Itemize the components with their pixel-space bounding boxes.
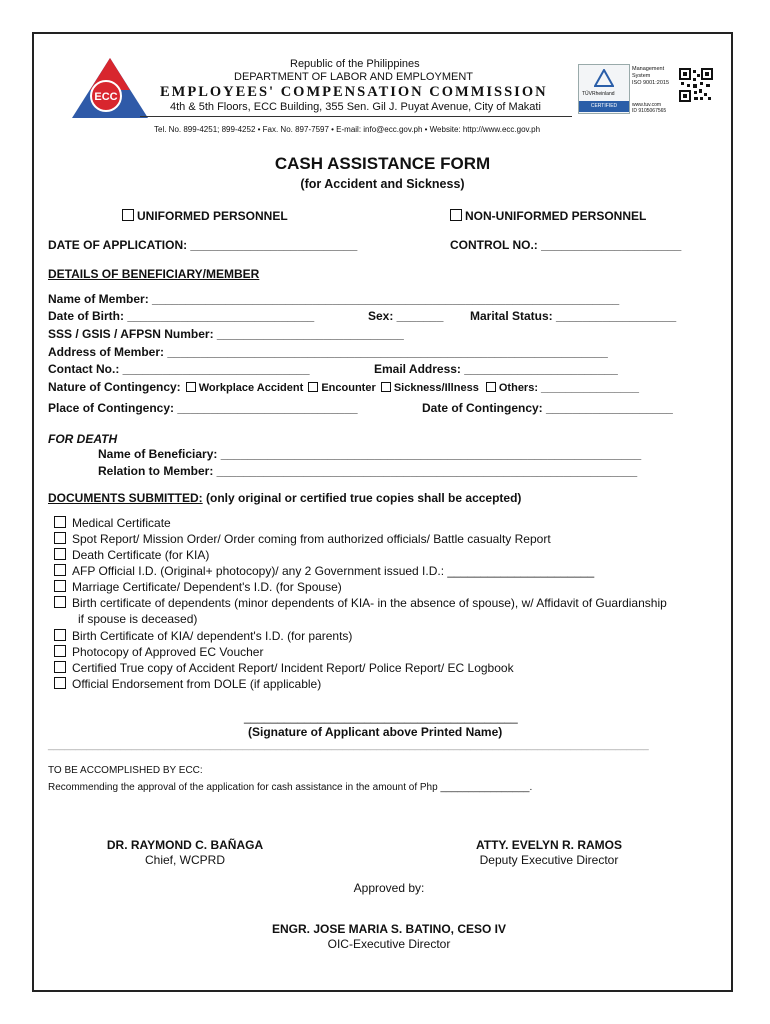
uniformed-label: UNIFORMED PERSONNEL [137,209,288,223]
nature-label: Nature of Contingency: [48,380,181,394]
document-item[interactable] [54,564,594,578]
document-label: Photocopy of Approved EC Voucher [72,645,264,659]
agency-name: EMPLOYEES' COMPENSATION COMMISSION [160,84,548,100]
name-of-member-field[interactable]: Name of Member: ______________________________________________________________________ [48,292,620,306]
signatory-2-title: Deputy Executive Director [479,853,619,867]
document-checkbox[interactable] [54,645,66,657]
sickness-checkbox[interactable] [381,382,391,392]
others-label: Others: ________________ [498,382,639,394]
documents-heading-label: DOCUMENTS SUBMITTED: [48,491,203,505]
ecc-logo [70,56,150,120]
signatory-2-name: ATTY. EVELYN R. RAMOS [475,838,623,852]
signatory-3-name: ENGR. JOSE MARIA S. BATINO, CESO IV [271,922,507,936]
date-of-contingency-field[interactable]: Date of Contingency: ___________________ [422,401,673,415]
cert-line: System [632,73,651,79]
nonuniformed-option[interactable] [450,209,646,223]
nature-of-contingency-row [48,380,639,394]
ecc-divider: ____________________________________________________________________________________________________________ [48,740,649,751]
document-checkbox[interactable] [54,564,66,576]
date-of-application-field[interactable]: DATE OF APPLICATION: _________________________ [48,238,358,252]
qr-code-icon [679,68,713,102]
document-checkbox[interactable] [54,629,66,641]
form-title: CASH ASSISTANCE FORM [274,154,491,173]
sickness-label: Sickness/Illness [393,382,479,394]
name-of-beneficiary-field[interactable]: Name of Beneficiary: _______________________________________________________________ [98,447,642,461]
documents-note: (only original or certified true copies shall be accepted) [202,491,522,505]
document-label: Official Endorsement from DOLE (if applicable) [72,677,322,691]
cert-line: Management [632,66,665,72]
nonuniformed-label: NON-UNIFORMED PERSONNEL [465,209,647,223]
document-label: Birth Certificate of KIA/ dependent's I.D. (for parents) [72,629,353,643]
encounter-checkbox[interactable] [308,382,318,392]
document-item[interactable] [54,645,263,659]
document-item[interactable] [54,532,551,546]
nonuniformed-checkbox[interactable] [450,209,462,221]
header-rule [140,116,572,117]
document-checkbox[interactable] [54,677,66,689]
tuv-brand: TÜVRheinland [582,91,615,97]
document-checkbox[interactable] [54,548,66,560]
cert-line: ISO 9001:2015 [632,80,670,86]
signatory-3-title: OIC-Executive Director [327,937,451,951]
date-of-birth-field[interactable]: Date of Birth: ____________________________ [48,309,315,323]
approved-by-label: Approved by: [353,881,425,895]
document-label: AFP Official I.D. (Original+ photocopy)/ any 2 Government issued I.D.: ______________________ [72,564,595,578]
document-label: Marriage Certificate/ Dependent's I.D. (for Spouse) [72,580,342,594]
documents-heading [48,491,521,505]
workplace-accident-label: Workplace Accident [198,382,304,394]
cert-text [632,66,669,87]
document-item[interactable] [54,580,342,594]
beneficiary-heading: DETAILS OF BENEFICIARY/MEMBER [48,267,260,281]
form-page [32,32,733,992]
document-label: Certified True copy of Accident Report/ Incident Report/ Police Report/ EC Logbook [72,661,514,675]
signatory-1-title: Chief, WCPRD [144,853,225,867]
recommend-line[interactable]: Recommending the approval of the application for cash assistance in the amount of Php ________________. [48,782,533,793]
workplace-accident-checkbox[interactable] [186,382,196,392]
sex-field[interactable]: Sex: _______ [368,309,444,323]
signature-line[interactable]: _________________________________________ [244,710,518,724]
document-item[interactable] [54,629,352,643]
cert-id: ID 9105067565 [632,108,667,114]
document-item[interactable] [54,661,514,675]
contact-no-field[interactable]: Contact No.: ____________________________ [48,362,310,376]
address-field[interactable]: Address of Member: __________________________________________________________________ [48,345,608,359]
marital-status-field[interactable]: Marital Status: __________________ [470,309,677,323]
cert-small [632,102,666,114]
document-checkbox[interactable] [54,532,66,544]
uniformed-option[interactable] [122,209,288,223]
form-subtitle: (for Accident and Sickness) [300,177,465,191]
signature-label: (Signature of Applicant above Printed Name) [248,725,503,739]
ecc-heading: TO BE ACCOMPLISHED BY ECC: [48,765,203,776]
certified-label: CERTIFIED [579,101,629,112]
for-death-heading: FOR DEATH [48,432,118,446]
tuv-badge [578,64,630,114]
document-item[interactable] [54,548,209,562]
document-label: Medical Certificate [72,516,171,530]
agency-address: 4th & 5th Floors, ECC Building, 355 Sen. Gil J. Puyat Avenue, City of Makati [170,101,541,113]
place-of-contingency-field[interactable]: Place of Contingency: ___________________________ [48,401,358,415]
republic-line: Republic of the Philippines [290,58,420,70]
others-checkbox[interactable] [486,382,496,392]
document-item[interactable] [54,596,667,610]
document-label: Death Certificate (for KIA) [72,548,210,562]
document-item[interactable] [54,677,321,691]
document-item-continuation: if spouse is deceased) [78,612,198,626]
signatory-1-name: DR. RAYMOND C. BAÑAGA [106,838,264,852]
document-checkbox[interactable] [54,661,66,673]
relation-to-member-field[interactable]: Relation to Member: _______________________________________________________________ [98,464,638,478]
uniformed-checkbox[interactable] [122,209,134,221]
document-checkbox[interactable] [54,516,66,528]
document-label: Spot Report/ Mission Order/ Order coming from authorized officials/ Battle casualty Report [72,532,551,546]
contact-line: Tel. No. 899-4251; 899-4252 • Fax. No. 897-7597 • E-mail: info@ecc.gov.ph • Website: http://www.ecc.gov.ph [154,125,541,134]
document-checkbox[interactable] [54,580,66,592]
control-no-field[interactable]: CONTROL NO.: _____________________ [450,238,682,252]
cert-url: www.tuv.com [632,102,662,108]
sss-number-field[interactable]: SSS / GSIS / AFPSN Number: ____________________________ [48,327,404,341]
email-field[interactable]: Email Address: _______________________ [374,362,618,376]
encounter-label: Encounter [321,382,376,394]
document-label: Birth certificate of dependents (minor dependents of KIA- in the absence of spouse), w/ Affidavit of Guardianship [72,596,667,610]
document-checkbox[interactable] [54,596,66,608]
document-item[interactable] [54,516,171,530]
logo-text: ECC [94,91,118,103]
tuv-icon [594,69,614,87]
department-line: DEPARTMENT OF LABOR AND EMPLOYMENT [234,71,473,83]
